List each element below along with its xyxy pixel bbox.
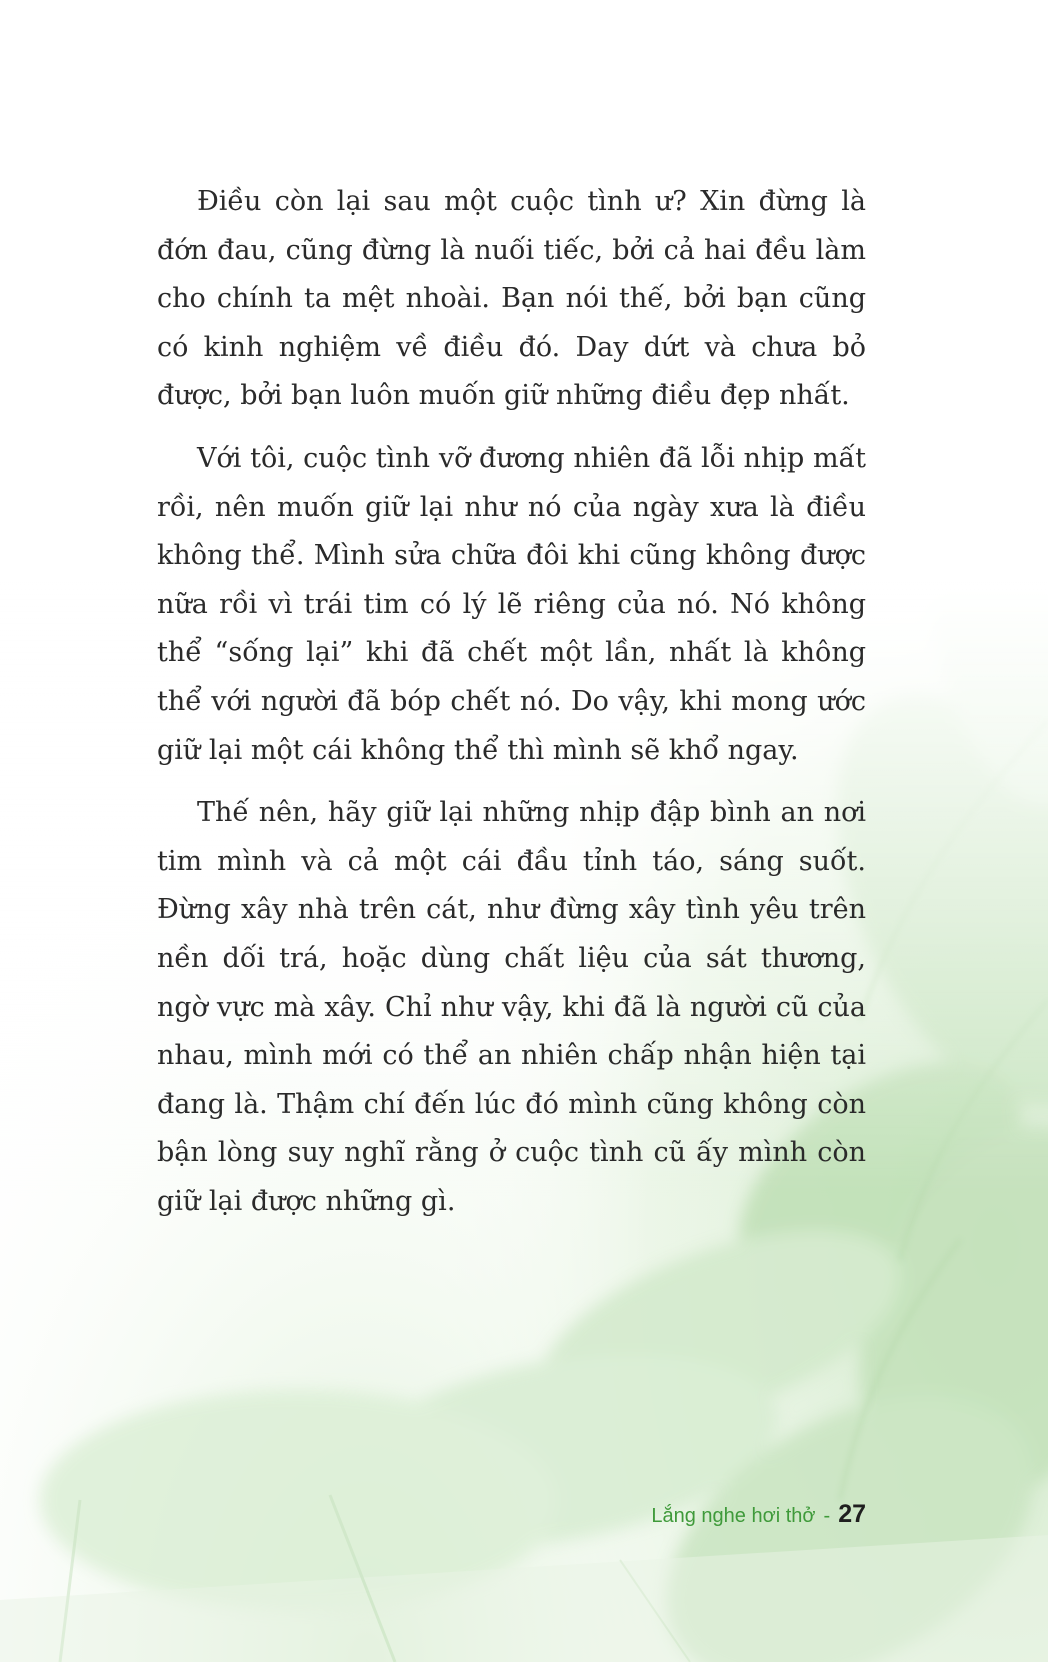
paragraph-1: Điều còn lại sau một cuộc tình ư? Xin đừng là đớn đau, cũng đừng là nuối tiếc, bởi cả hai đều làm cho chính ta mệt nhoài. Bạn nói thế, bởi bạn cũng có kinh nghiệm về điều đó. Day dứt và chưa bỏ được, bởi bạn luôn muốn giữ những điều đẹp nhất. — [157, 186, 866, 412]
paragraph-2: Với tôi, cuộc tình vỡ đương nhiên đã lỗi nhịp mất rồi, nên muốn giữ lại như nó của ngày xưa là điều không thể. Mình sửa chữa đôi khi cũng không được nữa rồi vì trái tim có lý lẽ riêng của nó. Nó không thể “sống lại” khi đã chết một lần, nhất là không thể với người đã bóp chết nó. Do vậy, khi mong ước giữ lại một cái không thể thì mình sẽ khổ ngay. — [157, 442, 866, 766]
page-footer — [651, 1500, 866, 1540]
footer-separator: - — [823, 1505, 831, 1527]
footer-book-title: Lắng nghe hơi thở — [651, 1505, 816, 1527]
page-number: 27 — [838, 1500, 866, 1528]
paragraph-3: Thế nên, hãy giữ lại những nhịp đập bình an nơi tim mình và cả một cái đầu tỉnh táo, sáng suốt. Đừng xây nhà trên cát, như đừng xây tình yêu trên nền dối trá, hoặc dùng chất liệu của sát thương, ngờ vực mà xây. Chỉ như vậy, khi đã là người cũ của nhau, mình mới có thể an nhiên chấp nhận hiện tại đang là. Thậm chí đến lúc đó mình cũng không còn bận lòng suy nghĩ rằng ở cuộc tình cũ ấy mình còn giữ lại được những gì. — [157, 797, 866, 1217]
body-text — [157, 178, 866, 1240]
